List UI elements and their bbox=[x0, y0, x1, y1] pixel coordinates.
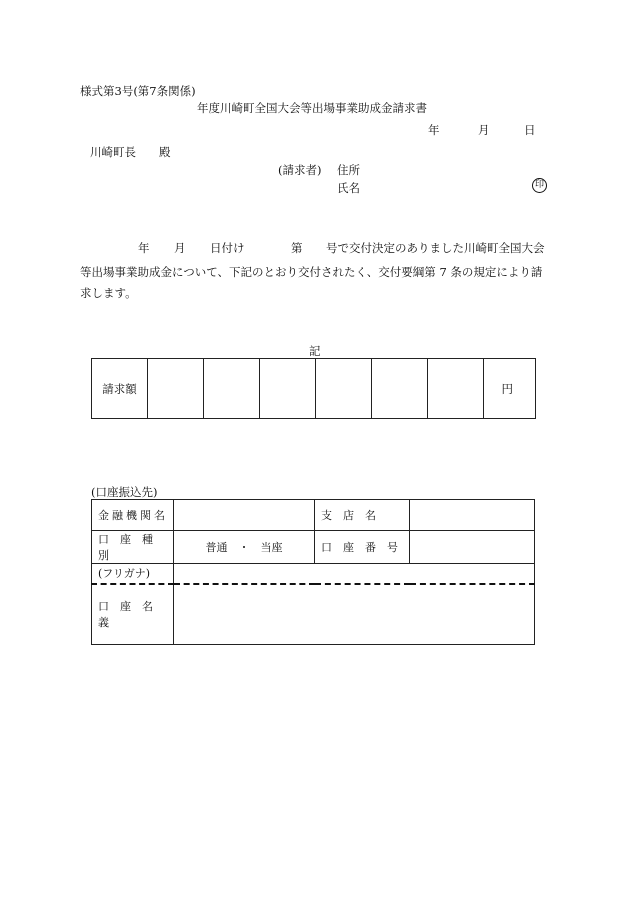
body-line1-rest: 号で交付決定のありました川崎町全国大会 bbox=[326, 241, 545, 255]
date-month-label: 月 bbox=[478, 123, 490, 137]
account-number-label: 口 座 番 号 bbox=[315, 531, 410, 564]
form-number: 様式第3号(第7条関係) bbox=[80, 84, 196, 98]
branch-label: 支 店 名 bbox=[315, 500, 410, 531]
amount-digit[interactable] bbox=[260, 359, 316, 419]
address-label: 住所 bbox=[337, 163, 360, 177]
furigana-field[interactable] bbox=[174, 564, 535, 584]
body-line2: 等出場事業助成金について、下記のとおり交付されたく、交付要綱第 7 条の規定により請 bbox=[80, 265, 543, 279]
bank-label: 金融機関名 bbox=[92, 500, 174, 531]
account-type-label: 口 座 種 別 bbox=[92, 531, 174, 564]
body-month: 月 bbox=[174, 241, 186, 255]
amount-digit[interactable] bbox=[316, 359, 372, 419]
seal-mark: 印 bbox=[532, 178, 547, 193]
amount-digit[interactable] bbox=[428, 359, 484, 419]
body-date-suffix: 日付け bbox=[210, 241, 245, 255]
bank-name-field[interactable] bbox=[174, 500, 315, 531]
addressee: 川崎町長 殿 bbox=[90, 145, 171, 159]
account-holder-label: 口 座 名 義 bbox=[92, 584, 174, 645]
account-table bbox=[91, 499, 535, 645]
date-year-label: 年 bbox=[428, 123, 440, 137]
account-holder-field[interactable] bbox=[174, 584, 535, 645]
account-heading: (口座振込先) bbox=[91, 485, 158, 499]
amount-digit[interactable] bbox=[372, 359, 428, 419]
branch-name-field[interactable] bbox=[410, 500, 535, 531]
amount-digit[interactable] bbox=[148, 359, 204, 419]
name-label: 氏名 bbox=[337, 181, 360, 195]
body-dai: 第 bbox=[291, 241, 303, 255]
body-year: 年 bbox=[138, 241, 150, 255]
furigana-label: (フリガナ) bbox=[92, 564, 174, 584]
document-title: 年度川崎町全国大会等出場事業助成金請求書 bbox=[197, 101, 427, 115]
ki-heading: 記 bbox=[309, 344, 321, 358]
requester-label: (請求者) bbox=[278, 163, 322, 177]
account-number-field[interactable] bbox=[410, 531, 535, 564]
amount-table bbox=[91, 358, 536, 419]
body-line3: 求します。 bbox=[80, 286, 137, 300]
date-day-label: 日 bbox=[524, 123, 536, 137]
account-type-value[interactable]: 普通 ・ 当座 bbox=[174, 531, 315, 564]
amount-digit[interactable] bbox=[204, 359, 260, 419]
amount-unit: 円 bbox=[484, 359, 536, 419]
amount-label: 請求額 bbox=[92, 359, 148, 419]
